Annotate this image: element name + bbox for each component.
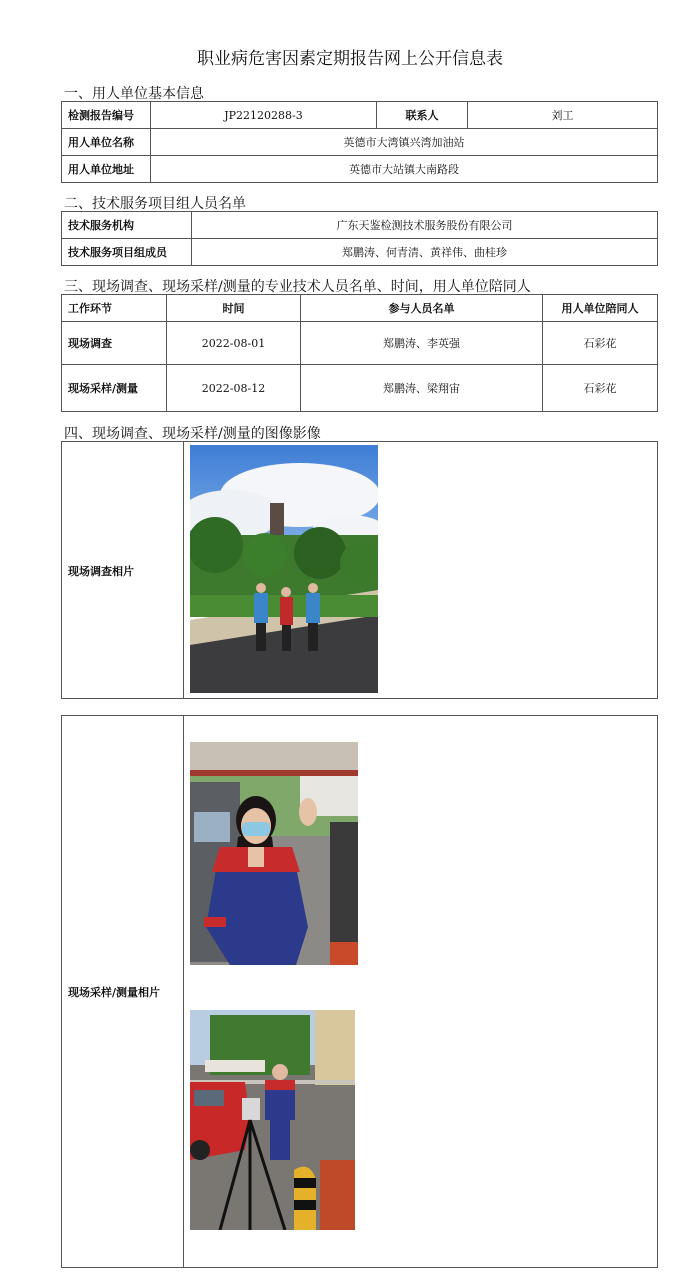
table-row [62, 239, 658, 266]
sampling-photo-1 [190, 742, 358, 965]
sampling-photo-2 [190, 1010, 355, 1230]
org-value: 广东天鉴检测技术服务股份有限公司 [192, 212, 658, 239]
table-row [62, 365, 658, 412]
survey-photo [190, 445, 378, 693]
section-3-heading: 三、现场调查、现场采样/测量的专业技术人员名单、时间，用人单位陪同人 [64, 279, 531, 295]
basic-info-table [61, 101, 658, 183]
table-row [62, 212, 658, 239]
participants-cell: 郑鹏涛、梁翔宙 [301, 365, 543, 412]
unit-name-value: 英德市大湾镇兴湾加油站 [151, 129, 658, 156]
table-header-row [62, 295, 658, 322]
time-cell: 2022-08-12 [167, 365, 301, 412]
stage-cell: 现场采样/测量 [62, 365, 167, 412]
header-participants: 参与人员名单 [301, 295, 543, 322]
header-stage: 工作环节 [62, 295, 167, 322]
survey-photo-box [61, 441, 658, 699]
org-label: 技术服务机构 [62, 212, 192, 239]
header-time: 时间 [167, 295, 301, 322]
unit-name-label: 用人单位名称 [62, 129, 151, 156]
table-row [62, 129, 658, 156]
report-no-label: 检测报告编号 [62, 102, 151, 129]
participants-cell: 郑鹏涛、李英强 [301, 322, 543, 365]
contact-value: 刘工 [468, 102, 658, 129]
section-1-heading: 一、用人单位基本信息 [64, 86, 204, 102]
table-row [62, 322, 658, 365]
companion-cell: 石彩花 [543, 322, 658, 365]
contact-label: 联系人 [377, 102, 468, 129]
unit-addr-value: 英德市大站镇大南路段 [151, 156, 658, 183]
companion-cell: 石彩花 [543, 365, 658, 412]
page-title: 职业病危害因素定期报告网上公开信息表 [197, 49, 503, 69]
sampling-photo-label: 现场采样/测量相片 [68, 986, 161, 999]
unit-addr-label: 用人单位地址 [62, 156, 151, 183]
members-value: 郑鹏涛、何青清、黄祥伟、曲桂珍 [192, 239, 658, 266]
header-companion: 用人单位陪同人 [543, 295, 658, 322]
section-4-heading: 四、现场调查、现场采样/测量的图像影像 [64, 426, 321, 442]
table-row [62, 102, 658, 129]
section-2-heading: 二、技术服务项目组人员名单 [64, 196, 246, 212]
time-cell: 2022-08-01 [167, 322, 301, 365]
sampling-photo-box [61, 715, 658, 1268]
stage-cell: 现场调查 [62, 322, 167, 365]
survey-photo-label: 现场调查相片 [68, 565, 134, 578]
schedule-table [61, 294, 658, 412]
table-row [62, 156, 658, 183]
members-label: 技术服务项目组成员 [62, 239, 192, 266]
report-no-value: JP22120288-3 [151, 102, 377, 129]
team-table [61, 211, 658, 266]
